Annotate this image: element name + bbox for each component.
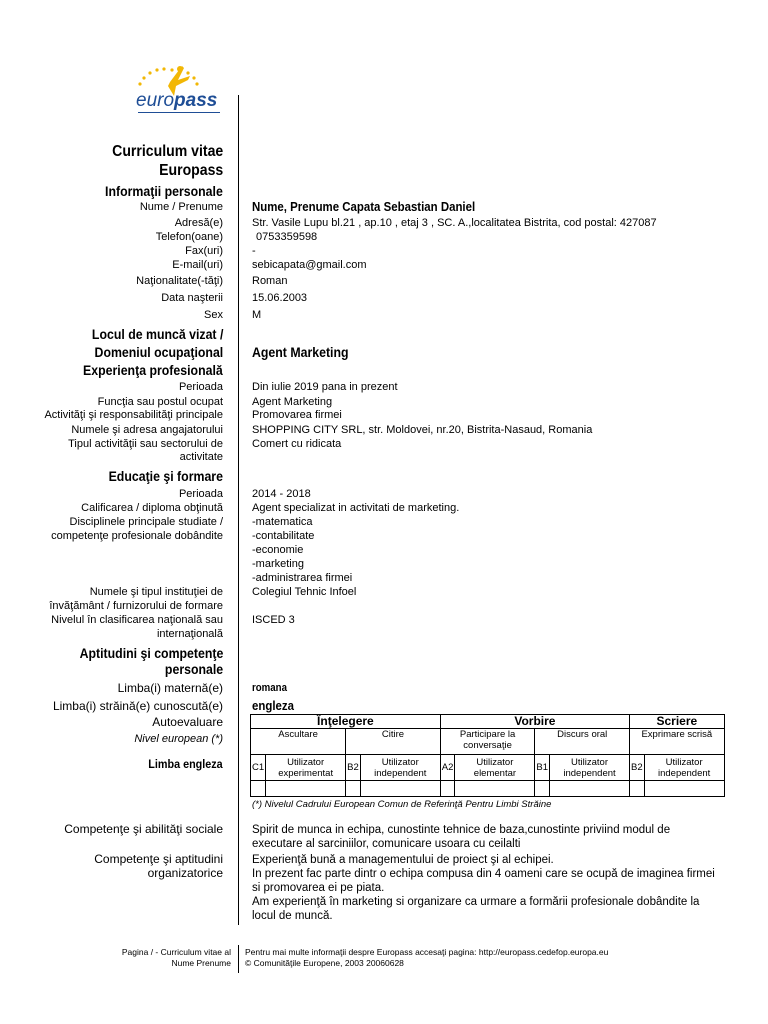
table-footnote: (*) Nivelul Cadrului European Comun de Referinţă Pentru Limbi Străine	[252, 799, 552, 810]
level-code: B2	[346, 755, 361, 781]
reading-header: Citire	[346, 729, 441, 755]
language-row-label: Limba engleza	[148, 757, 223, 771]
logo-euro: euro	[136, 90, 175, 111]
personal-info-heading: Informaţii personale	[105, 183, 223, 199]
level-code: A2	[440, 755, 455, 781]
exp-position-value: Agent Marketing	[252, 396, 333, 408]
edu-period-value: 2014 - 2018	[252, 488, 311, 500]
edu-subject-item: -economie	[252, 544, 304, 556]
sex-value: M	[252, 309, 262, 321]
cv-title	[112, 142, 223, 180]
edu-institution-label-line1: Numele şi tipul instituţiei de	[89, 586, 223, 598]
edu-level-label-line1: Nivelul în clasificarea naţională sau	[51, 614, 223, 626]
exp-period-label: Perioada	[178, 381, 223, 393]
name-label: Nume / Prenume	[139, 201, 223, 213]
social-skills-label: Competenţe şi abilităţi sociale	[64, 822, 223, 836]
organizational-label-line2: organizatorice	[147, 866, 223, 880]
job-value: Agent Marketing	[252, 344, 349, 360]
edu-level-label-line2: internaţională	[156, 628, 223, 640]
exp-sector-label-line1: Tipul activităţii sau sectorului de	[68, 438, 223, 450]
logo-pass: pass	[174, 90, 218, 111]
edu-subject-item: -marketing	[252, 558, 304, 570]
organizational-label-line1: Competenţe şi aptitudini	[94, 852, 223, 866]
edu-period-label: Perioada	[178, 488, 223, 500]
understanding-header: Înţelegere	[251, 715, 441, 729]
level-desc: Utilizator elementar	[455, 755, 535, 781]
interaction-header: Participare la conversaţie	[440, 729, 535, 755]
exp-period-value: Din iulie 2019 pana in prezent	[252, 381, 398, 393]
footer-right-line1: Pentru mai multe informaţii despre Europass accesaţi pagina: http://europass.cedefop.europa.eu	[245, 947, 609, 957]
nationality-label: Naţionalitate(-tăţi)	[136, 275, 223, 287]
europass-logo	[130, 62, 222, 114]
edu-qualification-label: Calificarea / diploma obţinută	[81, 502, 223, 514]
footer-divider	[238, 945, 239, 973]
edu-level-value: ISCED 3	[252, 614, 295, 626]
exp-sector-label-line2: activitate	[179, 451, 223, 463]
exp-position-label: Funcţia sau postul ocupat	[97, 396, 223, 408]
foreign-language-value: engleza	[252, 698, 294, 713]
cv-title-line2: Europass	[158, 162, 223, 179]
logo-underline	[138, 112, 220, 113]
exp-employer-label: Numele şi adresa angajatorului	[71, 424, 223, 436]
job-heading-line2: Domeniul ocupaţional	[94, 344, 223, 360]
nationality-value: Roman	[252, 275, 288, 287]
level-desc: Utilizator independent	[550, 755, 630, 781]
listening-header: Ascultare	[251, 729, 346, 755]
level-desc: Utilizator independent	[644, 755, 724, 781]
exp-sector-value: Comert cu ridicata	[252, 438, 342, 450]
production-header: Discurs oral	[535, 729, 630, 755]
phone-value: 0753359598	[256, 231, 318, 243]
edu-institution-label-line2: învăţământ / furnizorului de formare	[49, 600, 223, 612]
level-desc: Utilizator experimentat	[266, 755, 346, 781]
education-heading: Educaţie şi formare	[108, 468, 223, 484]
footer-left-line2: Nume Prenume	[171, 958, 231, 968]
footer-left-line1: Pagina / - Curriculum vitae al	[121, 947, 231, 957]
phone-label: Telefon(oane)	[155, 231, 223, 243]
organizational-value-2: In prezent fac parte dintr o echipa compusa din 4 oameni care se ocupă de imaginea firmei si promovarea ei pe piata.	[252, 868, 715, 894]
footer-right-line2: © Comunităţile Europene, 2003 20060628	[245, 958, 404, 968]
edu-subject-item: -matematica	[252, 516, 313, 528]
experience-heading: Experienţa profesională	[83, 362, 223, 378]
fax-value: -	[252, 245, 256, 257]
fax-label: Fax(uri)	[185, 245, 223, 257]
language-assessment-table	[250, 714, 725, 797]
edu-subjects-label-line1: Disciplinele principale studiate /	[69, 516, 223, 528]
job-heading-line1: Locul de muncă vizat /	[91, 326, 223, 342]
edu-subjects-label-line2: competenţe profesionale dobândite	[51, 530, 223, 542]
edu-subject-item: -administrarea firmei	[252, 572, 353, 584]
level-desc: Utilizator independent	[360, 755, 440, 781]
european-level-label: Nivel european (*)	[134, 733, 223, 745]
written-header: Exprimare scrisă	[630, 729, 725, 755]
speaking-header: Vorbire	[440, 715, 629, 729]
writing-header: Scriere	[630, 715, 725, 729]
skills-heading-line1: Aptitudini şi competenţe	[79, 645, 223, 661]
exp-activities-value: Promovarea firmei	[252, 409, 342, 421]
address-label: Adresă(e)	[174, 217, 223, 229]
address-value: Str. Vasile Lupu bl.21 , ap.10 , etaj 3 , SC. A.,localitatea Bistrita, cod postal: 427087	[252, 217, 657, 229]
foreign-language-label: Limba(i) străină(e) cunoscută(e)	[52, 699, 223, 713]
cv-title-line1: Curriculum vitae	[111, 143, 223, 160]
mother-tongue-label: Limba(i) maternă(e)	[117, 681, 223, 695]
email-value: sebicapata@gmail.com	[252, 259, 367, 271]
social-skills-value: Spirit de munca in echipa, cunostinte tehnice de baza,cunostinte priviind modul de executare al sarciniilor, comunicare usoara cu ceilalti	[252, 824, 671, 850]
exp-activities-label: Activităţi şi responsabilităţi principale	[44, 409, 223, 421]
organizational-value-1: Experienţă bună a managementului de proiect şi al echipei.	[252, 854, 554, 866]
organizational-value-3: Am experienţă în marketing si organizare ca urmare a formării profesionale dobândite la locul de muncă.	[252, 896, 700, 922]
column-divider	[238, 95, 239, 925]
level-code: B1	[535, 755, 550, 781]
birth-label: Data naşterii	[161, 292, 223, 304]
level-code: B2	[630, 755, 645, 781]
self-assessment-label: Autoevaluare	[152, 715, 223, 729]
name-value: Nume, Prenume Capata Sebastian Daniel	[252, 199, 476, 214]
exp-employer-value: SHOPPING CITY SRL, str. Moldovei, nr.20, Bistrita-Nasaud, Romania	[252, 424, 593, 436]
edu-qualification-value: Agent specializat in activitati de marketing.	[252, 502, 460, 514]
level-code: C1	[251, 755, 266, 781]
mother-tongue-value: romana	[252, 682, 287, 694]
edu-subject-item: -contabilitate	[252, 530, 315, 542]
skills-heading-line2: personale	[164, 661, 223, 677]
sex-label: Sex	[204, 309, 223, 321]
email-label: E-mail(uri)	[172, 259, 223, 271]
birth-value: 15.06.2003	[252, 292, 308, 304]
edu-institution-value: Colegiul Tehnic Infoel	[252, 586, 357, 598]
